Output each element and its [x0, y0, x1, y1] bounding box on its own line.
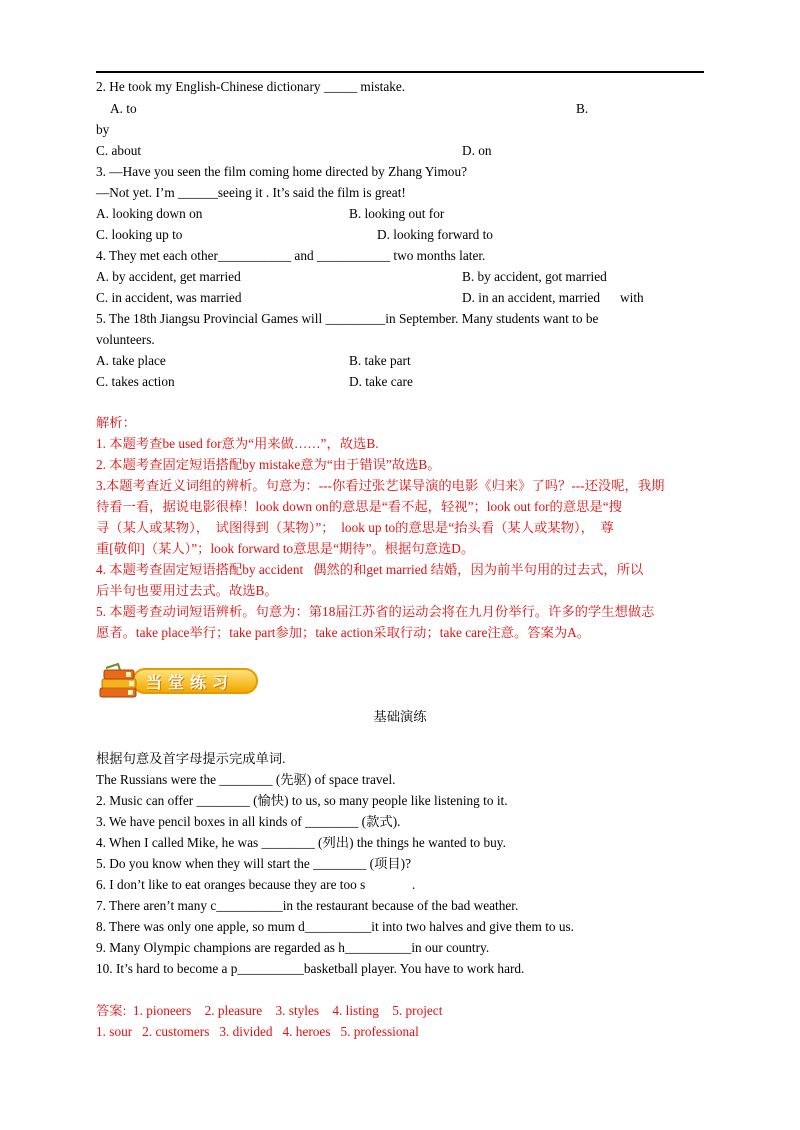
exercise-item: 3. We have pencil boxes in all kinds of ________ (款式). — [96, 814, 401, 829]
q5-stem-1: 5. The 18th Jiangsu Provincial Games will _________in September. Many students want to be — [96, 311, 599, 326]
q4-option-a: A. by accident, get married — [96, 269, 241, 284]
analysis-line: 1. 本题考查be used for意为“用来做……”，故选B. — [96, 436, 379, 451]
analysis-line: 愿者。take place举行；take part参加；take action采取行动；take care注意。答案为A。 — [96, 625, 591, 640]
analysis-line: 2. 本题考查固定短语搭配by mistake意为“由于错误”故选B。 — [96, 457, 441, 472]
q2-option-d: D. on — [462, 143, 492, 158]
exercise-item: 4. When I called Mike, he was ________ (列出) the things he wanted to buy. — [96, 835, 506, 850]
analysis-line: 重[敬仰]（某人）”；look forward to意思是“期待”。根据句意选D。 — [96, 541, 475, 556]
q5-option-d: D. take care — [349, 374, 413, 389]
answers-line-2: 1. sour 2. customers 3. divided 4. heroes 5. professional — [96, 1024, 419, 1039]
q3-option-c: C. looking up to — [96, 227, 183, 242]
q2-stem: 2. He took my English-Chinese dictionary _____ mistake. — [96, 79, 406, 94]
q2-option-b: B. — [576, 101, 589, 116]
badge-label: 当堂练习 — [146, 673, 235, 692]
exercise-instruction: 根据句意及首字母提示完成单词. — [96, 751, 286, 766]
q4-option-c: C. in accident, was married — [96, 290, 242, 305]
q3-option-a: A. looking down on — [96, 206, 203, 221]
exercise-item: 2. Music can offer ________ (愉快) to us, so many people like listening to it. — [96, 793, 508, 808]
q5-option-c: C. takes action — [96, 374, 175, 389]
q3-option-b: B. looking out for — [349, 206, 445, 221]
q2-option-b-cont: by — [96, 122, 110, 137]
analysis-line: 寻（某人或某物）， 试图得到（某物）”； look up to的意思是“抬头看（某人或某物）， 尊 — [96, 520, 614, 535]
exercise-item: 7. There aren’t many c__________in the restaurant because of the bad weather. — [96, 898, 519, 913]
books-icon — [96, 662, 144, 702]
q5-option-b: B. take part — [349, 353, 411, 368]
section-badge — [96, 662, 262, 702]
analysis-line: 4. 本题考查固定短语搭配by accident 偶然的和get married 结婚，因为前半句用的过去式，所以 — [96, 562, 644, 577]
q4-option-b: B. by accident, got married — [462, 269, 607, 284]
subsection-title: 基础演练 — [373, 709, 427, 724]
top-rule — [96, 71, 704, 73]
analysis-line: 5. 本题考查动词短语辨析。句意为：第18届江苏省的运动会将在九月份举行。许多的学生想做志 — [96, 604, 655, 619]
q4-stem: 4. They met each other___________ and ___________ two months later. — [96, 248, 486, 263]
q2-option-c: C. about — [96, 143, 142, 158]
analysis-line: 后半句也要用过去式。故选B。 — [96, 583, 278, 598]
q3-option-d: D. looking forward to — [377, 227, 493, 242]
exercise-item: 6. I don’t like to eat oranges because they are too s . — [96, 877, 416, 892]
q5-stem-2: volunteers. — [96, 332, 155, 347]
exercise-item: 10. It’s hard to become a p__________basketball player. You have to work hard. — [96, 961, 525, 976]
exercise-item: 8. There was only one apple, so mum d__________it into two halves and give them to us. — [96, 919, 575, 934]
exercise-item: The Russians were the ________ (先驱) of space travel. — [96, 772, 396, 787]
analysis-line: 3.本题考查近义词组的辨析。句意为：---你看过张艺谋导演的电影《归来》了吗？---还没呢，我期 — [96, 478, 665, 493]
exercise-item: 5. Do you know when they will start the ________ (项目)? — [96, 856, 412, 871]
analysis-heading: 解析： — [96, 415, 136, 430]
q5-option-a: A. take place — [96, 353, 166, 368]
q3-stem-2: —Not yet. I’m ______seeing it . It’s said the film is great! — [96, 185, 406, 200]
q3-stem-1: 3. —Have you seen the film coming home directed by Zhang Yimou? — [96, 164, 467, 179]
exercise-item: 9. Many Olympic champions are regarded as h__________in our country. — [96, 940, 490, 955]
analysis-line: 待看一看，据说电影很棒！look down on的意思是“看不起，轻视”；look out for的意思是“搜 — [96, 499, 622, 514]
q4-option-d: D. in an accident, married with — [462, 290, 644, 305]
q2-option-a: A. to — [110, 101, 137, 116]
answers-line-1: 答案: 1. pioneers 2. pleasure 3. styles 4. listing 5. project — [96, 1003, 443, 1018]
